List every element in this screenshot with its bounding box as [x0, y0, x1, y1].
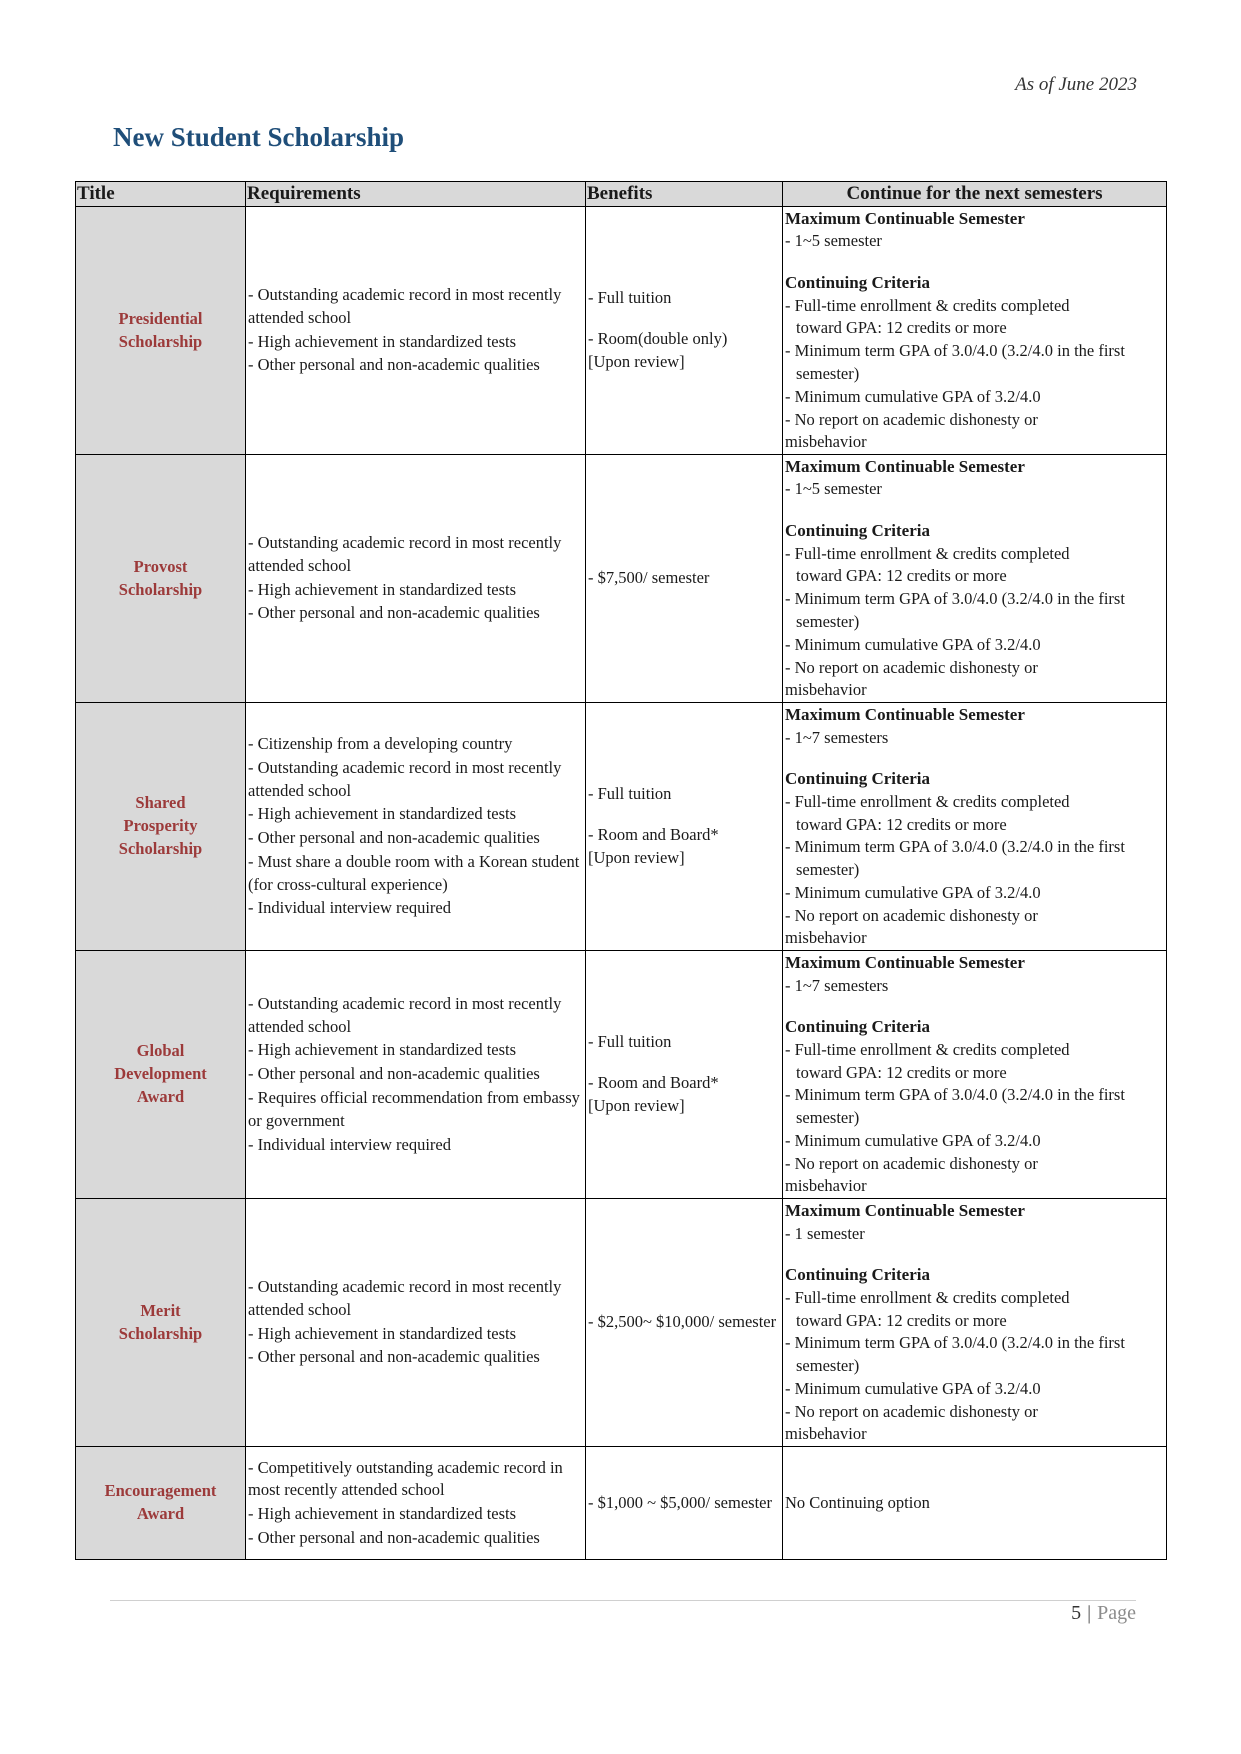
- benefits-cell: [586, 703, 783, 951]
- max-semester-value: - 1~7 semesters: [785, 727, 889, 747]
- requirements-cell: [246, 703, 586, 951]
- criteria-item: misbehavior: [785, 1424, 867, 1444]
- criteria-item: toward GPA: 12 credits or more: [796, 318, 1007, 338]
- page-separator: |: [1087, 1602, 1092, 1624]
- column-header-benefits: Benefits: [586, 182, 783, 207]
- criteria-item: misbehavior: [785, 928, 867, 948]
- criteria-item: misbehavior: [785, 680, 867, 700]
- footer-divider: [110, 1600, 1136, 1601]
- requirement-item: - High achievement in standardized tests: [248, 1323, 517, 1343]
- page-number-footer: [1071, 1602, 1136, 1625]
- max-semester-heading: Maximum Continuable Semester: [785, 457, 1025, 477]
- continue-cell: [783, 207, 1167, 455]
- spacer: [588, 1054, 780, 1072]
- table-row: [76, 207, 1167, 455]
- spacer: [588, 806, 780, 824]
- criteria-item: misbehavior: [785, 432, 867, 452]
- criteria-item: - Minimum cumulative GPA of 3.2/4.0: [785, 1378, 1041, 1398]
- table-body: [76, 207, 1167, 1560]
- requirement-item: - High achievement in standardized tests: [248, 579, 517, 599]
- benefits-cell: [586, 951, 783, 1199]
- requirement-item: - High achievement in standardized tests: [248, 804, 517, 824]
- max-semester-heading: Maximum Continuable Semester: [785, 953, 1025, 973]
- scholarship-title: Shared Prosperity Scholarship: [76, 703, 246, 951]
- page-title: New Student Scholarship: [113, 122, 405, 152]
- column-header-title: Title: [76, 182, 246, 207]
- requirement-item: - High achievement in standardized tests: [248, 1040, 517, 1060]
- benefits-cell: [586, 207, 783, 455]
- benefit-item: - $1,000 ~ $5,000/ semester: [588, 1492, 772, 1512]
- continue-cell: [783, 703, 1167, 951]
- spacer: [785, 1245, 1164, 1263]
- requirement-item: - High achievement in standardized tests: [248, 331, 517, 351]
- requirement-item: - Outstanding academic record in most recently attended school: [248, 284, 562, 327]
- criteria-item: - Minimum term GPA of 3.0/4.0 (3.2/4.0 in the first: [785, 589, 1125, 609]
- criteria-item: - Full-time enrollment & credits completed: [785, 791, 1070, 811]
- requirement-item: - Individual interview required: [248, 1134, 451, 1154]
- requirement-item: - Other personal and non-academic qualities: [248, 1064, 540, 1084]
- criteria-item: - No report on academic dishonesty or: [785, 905, 1038, 925]
- max-semester-heading: Maximum Continuable Semester: [785, 209, 1025, 228]
- requirement-item: - Outstanding academic record in most recently attended school: [248, 1277, 562, 1319]
- scholarship-table: [75, 181, 1167, 1560]
- criteria-item: toward GPA: 12 credits or more: [796, 814, 1007, 834]
- no-continue-text: No Continuing option: [785, 1492, 930, 1512]
- benefits-cell: [586, 1447, 783, 1560]
- max-semester-value: - 1 semester: [785, 1223, 865, 1243]
- scholarship-title: Global Development Award: [76, 951, 246, 1199]
- document-date: As of June 2023: [1015, 74, 1137, 95]
- continue-cell: [783, 1199, 1167, 1447]
- requirement-item: - Other personal and non-academic qualities: [248, 603, 540, 623]
- requirements-cell: [246, 951, 586, 1199]
- benefit-item: - Room and Board* [Upon review]: [588, 825, 719, 867]
- requirements-cell: [246, 1447, 586, 1560]
- criteria-item: toward GPA: 12 credits or more: [796, 1310, 1007, 1330]
- requirement-item: - Outstanding academic record in most recently attended school: [248, 533, 562, 575]
- benefit-item: - Room and Board* [Upon review]: [588, 1073, 719, 1115]
- page-label: Page: [1097, 1602, 1136, 1624]
- benefits-cell: [586, 1199, 783, 1447]
- criteria-item: semester): [796, 1108, 860, 1128]
- scholarship-title: Encouragement Award: [76, 1447, 246, 1560]
- spacer: [785, 997, 1164, 1015]
- criteria-item: semester): [796, 363, 860, 383]
- spacer: [785, 749, 1164, 767]
- benefit-item: - Full tuition: [588, 1032, 672, 1052]
- requirement-item: - Requires official recommendation from embassy or government: [248, 1087, 580, 1130]
- table-header-row: [76, 182, 1167, 207]
- requirement-item: - Other personal and non-academic qualities: [248, 1347, 540, 1367]
- criteria-heading: Continuing Criteria: [785, 1017, 930, 1037]
- criteria-item: - Minimum cumulative GPA of 3.2/4.0: [785, 386, 1041, 406]
- criteria-item: semester): [796, 860, 860, 880]
- criteria-heading: Continuing Criteria: [785, 521, 930, 541]
- criteria-heading: Continuing Criteria: [785, 1265, 930, 1285]
- max-semester-value: - 1~5 semester: [785, 479, 882, 499]
- continue-cell: [783, 951, 1167, 1199]
- criteria-item: - No report on academic dishonesty or: [785, 409, 1038, 429]
- requirement-item: - Citizenship from a developing country: [248, 734, 513, 754]
- table-row: [76, 1199, 1167, 1447]
- max-semester-heading: Maximum Continuable Semester: [785, 705, 1025, 725]
- criteria-item: - Full-time enrollment & credits completed: [785, 1039, 1070, 1059]
- criteria-item: - Minimum cumulative GPA of 3.2/4.0: [785, 1130, 1041, 1150]
- criteria-item: - Minimum cumulative GPA of 3.2/4.0: [785, 882, 1041, 902]
- requirements-cell: [246, 207, 586, 455]
- benefit-item: - Full tuition: [588, 784, 672, 804]
- criteria-item: - No report on academic dishonesty or: [785, 1153, 1038, 1173]
- requirements-cell: [246, 1199, 586, 1447]
- scholarship-title: Merit Scholarship: [76, 1199, 246, 1447]
- criteria-item: - Minimum cumulative GPA of 3.2/4.0: [785, 634, 1041, 654]
- spacer: [588, 310, 780, 328]
- requirement-item: - Other personal and non-academic qualities: [248, 355, 540, 375]
- criteria-item: - Minimum term GPA of 3.0/4.0 (3.2/4.0 in the first: [785, 341, 1125, 361]
- page-number: 5: [1071, 1602, 1082, 1624]
- criteria-item: - Full-time enrollment & credits completed: [785, 543, 1070, 563]
- benefits-cell: [586, 455, 783, 703]
- max-semester-heading: Maximum Continuable Semester: [785, 1201, 1025, 1221]
- criteria-item: - Minimum term GPA of 3.0/4.0 (3.2/4.0 in the first: [785, 837, 1125, 857]
- requirements-cell: [246, 455, 586, 703]
- criteria-item: misbehavior: [785, 1176, 867, 1196]
- criteria-item: - No report on academic dishonesty or: [785, 1401, 1038, 1421]
- benefit-item: - Full tuition: [588, 288, 672, 308]
- table-row: [76, 703, 1167, 951]
- benefit-item: - $7,500/ semester: [588, 568, 710, 588]
- criteria-item: toward GPA: 12 credits or more: [796, 566, 1007, 586]
- requirement-item: - Other personal and non-academic qualities: [248, 1527, 540, 1547]
- requirement-item: - Must share a double room with a Korean student (for cross-cultural experience): [248, 851, 580, 894]
- criteria-item: - Full-time enrollment & credits completed: [785, 1287, 1070, 1307]
- requirement-item: - High achievement in standardized tests: [248, 1504, 517, 1524]
- criteria-heading: Continuing Criteria: [785, 769, 930, 789]
- benefit-item: - Room(double only) [Upon review]: [588, 329, 728, 371]
- scholarship-title: Presidential Scholarship: [76, 207, 246, 455]
- criteria-item: semester): [796, 612, 860, 631]
- requirement-item: - Other personal and non-academic qualities: [248, 828, 540, 848]
- benefit-item: - $2,500~ $10,000/ semester: [588, 1312, 777, 1332]
- criteria-item: - Minimum term GPA of 3.0/4.0 (3.2/4.0 in the first: [785, 1085, 1125, 1105]
- criteria-item: - No report on academic dishonesty or: [785, 657, 1038, 677]
- scholarship-title: Provost Scholarship: [76, 455, 246, 703]
- requirement-item: - Outstanding academic record in most recently attended school: [248, 993, 562, 1036]
- criteria-item: - Minimum term GPA of 3.0/4.0 (3.2/4.0 in the first: [785, 1333, 1125, 1353]
- criteria-heading: Continuing Criteria: [785, 273, 930, 293]
- criteria-item: toward GPA: 12 credits or more: [796, 1062, 1007, 1082]
- requirement-item: - Competitively outstanding academic record in most recently attended school: [248, 1457, 563, 1500]
- continue-cell: [783, 455, 1167, 703]
- max-semester-value: - 1~5 semester: [785, 231, 882, 251]
- table-row: [76, 951, 1167, 1199]
- criteria-item: semester): [796, 1356, 860, 1376]
- max-semester-value: - 1~7 semesters: [785, 975, 889, 995]
- column-header-requirements: Requirements: [246, 182, 586, 207]
- table-row: [76, 1447, 1167, 1560]
- column-header-continue: Continue for the next semesters: [783, 182, 1167, 207]
- requirement-item: - Outstanding academic record in most recently attended school: [248, 757, 562, 800]
- criteria-item: - Full-time enrollment & credits completed: [785, 295, 1070, 315]
- spacer: [785, 253, 1164, 271]
- requirement-item: - Individual interview required: [248, 898, 451, 918]
- spacer: [785, 501, 1164, 519]
- continue-cell: [783, 1447, 1167, 1560]
- table-row: [76, 455, 1167, 703]
